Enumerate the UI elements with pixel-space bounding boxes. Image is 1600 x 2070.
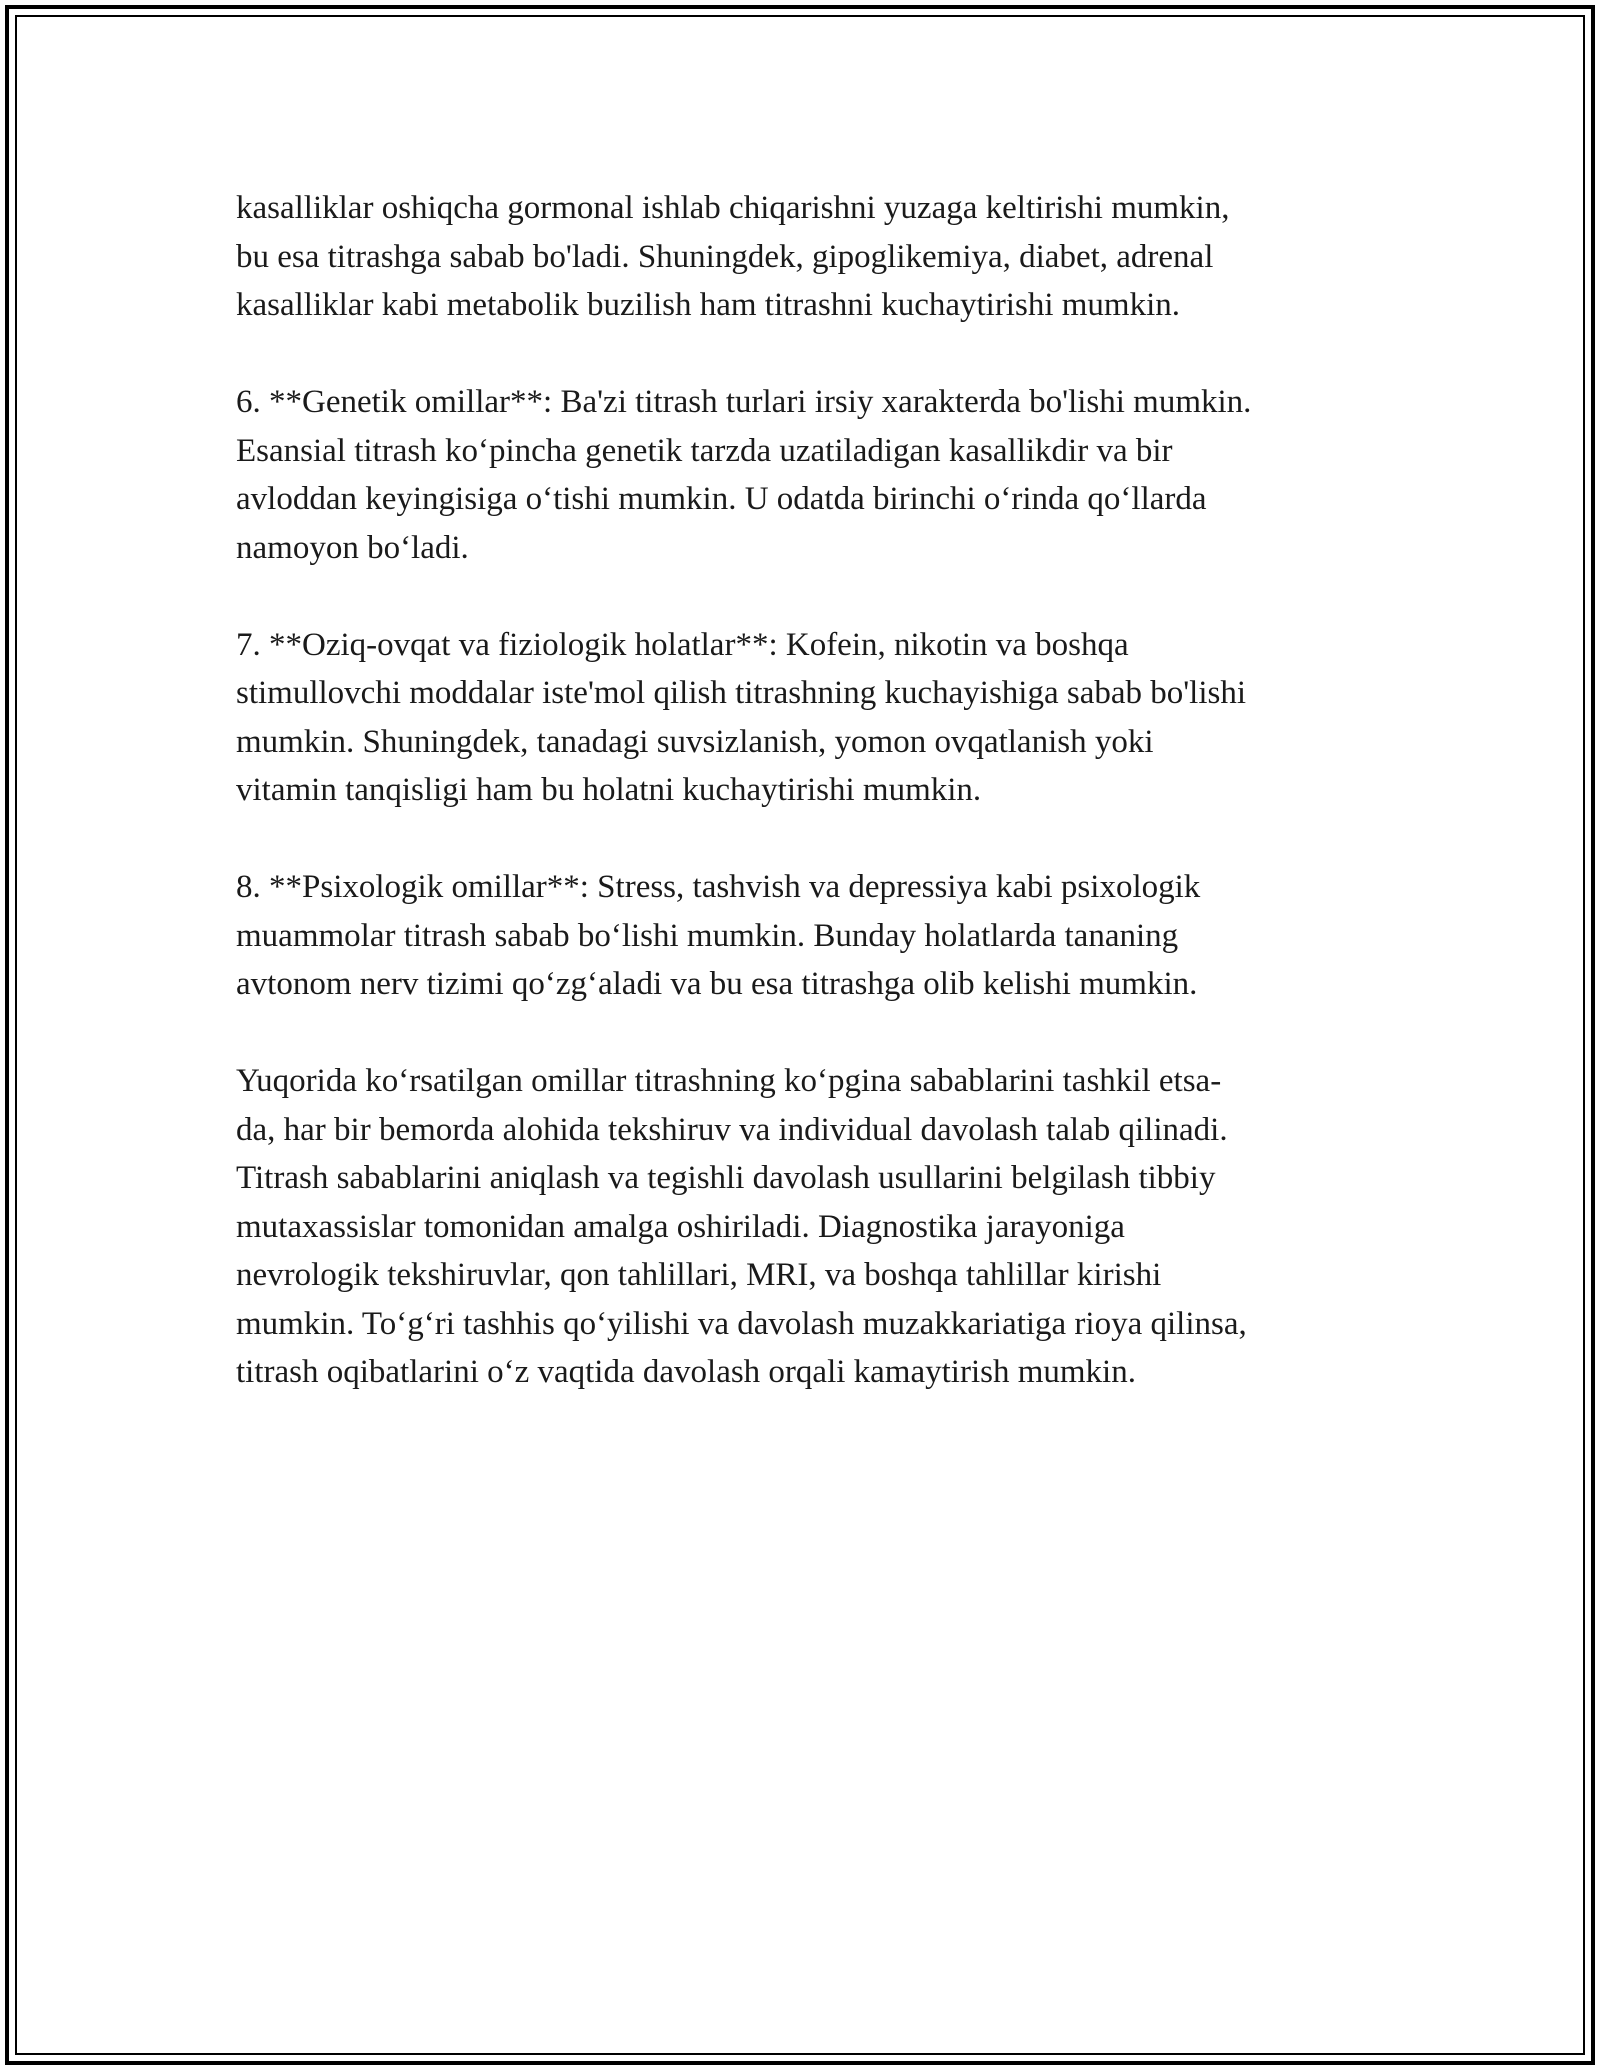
document-body — [236, 184, 1376, 1397]
text-line: mutaxassislar tomonidan amalga oshiriladi. Diagnostika jarayoniga — [236, 1208, 1125, 1245]
text-line: vitamin tanqisligi ham bu holatni kuchaytirishi mumkin. — [236, 772, 982, 808]
text-line: 7. **Oziq-ovqat va fiziologik holatlar**: Kofein, nikotin va boshqa — [236, 626, 1129, 663]
paragraph-nutrition-factors — [236, 621, 1376, 815]
text-line: avtonom nerv tizimi qo‘zg‘aladi va bu esa titrashga olib kelishi mumkin. — [236, 966, 1198, 1002]
text-line: Titrash sabablarini aniqlash va tegishli davolash usullarini belgilash tibbiy — [236, 1160, 1216, 1196]
text-line: avloddan keyingisiga o‘tishi mumkin. U odatda birinchi o‘rinda qo‘llarda — [236, 481, 1207, 517]
text-line: Esansial titrash ko‘pincha genetik tarzda uzatiladigan kasallikdir va bir — [236, 432, 1173, 469]
text-line: Yuqorida ko‘rsatilgan omillar titrashning ko‘pgina sabablarini tashkil etsa- — [236, 1063, 1222, 1099]
text-line: mumkin. To‘g‘ri tashhis qo‘yilishi va davolash muzakkariatiga rioya qilinsa, — [236, 1305, 1247, 1342]
paragraph-genetic-factors — [236, 378, 1376, 572]
text-line: 6. **Genetik omillar**: Ba'zi titrash turlari irsiy xarakterda bo'lishi mumkin. — [236, 384, 1252, 420]
text-line: mumkin. Shuningdek, tanadagi suvsizlanish, yomon ovqatlanish yoki — [236, 723, 1154, 760]
text-line: titrash oqibatlarini o‘z vaqtida davolash orqali kamaytirish mumkin. — [236, 1354, 1136, 1390]
text-line: 8. **Psixologik omillar**: Stress, tashvish va depressiya kabi psixologik — [236, 869, 1201, 905]
text-line: da, har bir bemorda alohida tekshiruv va individual davolash talab qilinadi. — [236, 1111, 1228, 1148]
text-line: kasalliklar oshiqcha gormonal ishlab chiqarishni yuzaga keltirishi mumkin, — [236, 190, 1230, 226]
text-line: stimullovchi moddalar iste'mol qilish titrashning kuchayishiga sabab bo'lishi — [236, 675, 1247, 711]
paragraph-psychological-factors — [236, 863, 1376, 1009]
paragraph-conclusion — [236, 1057, 1376, 1397]
text-line: bu esa titrashga sabab bo'ladi. Shuningdek, gipoglikemiya, diabet, adrenal — [236, 238, 1214, 275]
text-line: nevrologik tekshiruvlar, qon tahlillari, MRI, va boshqa tahlillar kirishi — [236, 1257, 1162, 1293]
text-line: namoyon bo‘ladi. — [236, 529, 469, 566]
text-line: muammolar titrash sabab bo‘lishi mumkin. Bunday holatlarda tananing — [236, 917, 1179, 954]
paragraph-intro — [236, 184, 1376, 330]
text-line: kasalliklar kabi metabolik buzilish ham titrashni kuchaytirishi mumkin. — [236, 287, 1180, 323]
